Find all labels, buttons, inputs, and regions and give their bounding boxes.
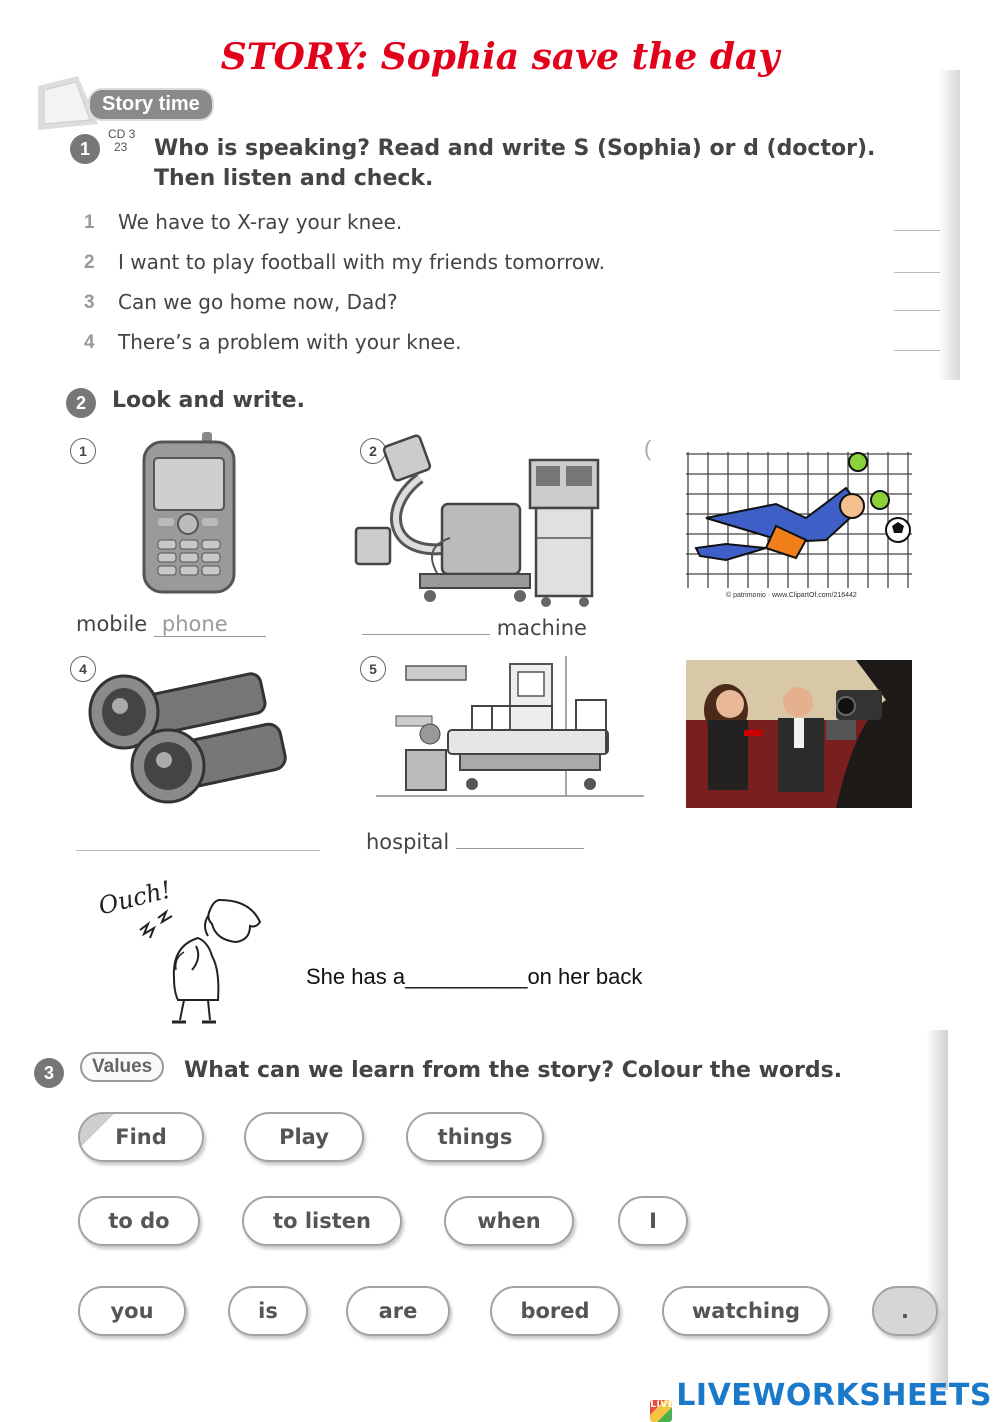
track-label: 23	[114, 140, 128, 154]
liveworksheets-logo	[650, 1378, 992, 1422]
cloze-sentence	[306, 964, 642, 990]
word-pill[interactable]: bored	[490, 1286, 620, 1336]
scan-shadow	[926, 1030, 948, 1390]
word-pill[interactable]: I	[618, 1196, 688, 1246]
interview-photo	[686, 660, 912, 808]
word-pill[interactable]: when	[444, 1196, 574, 1246]
example-answer: phone	[154, 612, 266, 637]
exercise3-instruction: What can we learn from the story? Colour the words.	[184, 1058, 843, 1083]
answer-field[interactable]	[456, 848, 584, 849]
word-pill[interactable]: is	[228, 1286, 308, 1336]
sentence-text: Can we go home now, Dad?	[118, 290, 398, 314]
label-text: mobile	[76, 612, 148, 636]
page-title: STORY: Sophia save the day	[220, 36, 780, 78]
list-item	[84, 328, 944, 368]
picture-number: 1	[70, 438, 96, 464]
word-pill[interactable]: are	[346, 1286, 450, 1336]
cloze-before: She has a	[306, 964, 406, 989]
back-pain-woman-icon	[136, 896, 266, 1028]
sentence-list	[84, 208, 944, 368]
exercise-number: 2	[66, 388, 96, 418]
word-pill[interactable]: .	[872, 1286, 938, 1336]
goalkeeper-picture	[686, 448, 912, 604]
cd-track	[108, 128, 135, 154]
list-item	[84, 208, 944, 248]
values-label: Values	[80, 1052, 164, 1082]
sentence-number: 1	[84, 212, 95, 233]
exercise-number: 1	[70, 134, 100, 164]
sentence-number: 4	[84, 332, 95, 353]
word-pill[interactable]: you	[78, 1286, 186, 1336]
answer-field[interactable]	[894, 310, 940, 311]
item1-label	[76, 612, 266, 637]
exercise1-instruction: Then listen and check.	[154, 166, 434, 191]
word-pill[interactable]: things	[406, 1112, 544, 1162]
exercise-number: 3	[34, 1058, 64, 1088]
list-item	[84, 248, 944, 288]
x-ray-machine-icon	[350, 418, 620, 610]
answer-field[interactable]	[362, 634, 490, 635]
logo-text: LIVEWORKSHEETS	[676, 1378, 992, 1413]
cloze-blank[interactable]: __________	[405, 964, 528, 989]
sentence-text: We have to X-ray your knee.	[118, 210, 403, 234]
answer-field[interactable]	[894, 272, 940, 273]
answer-field[interactable]	[894, 230, 940, 231]
sentence-number: 2	[84, 252, 95, 273]
exercise2-instruction: Look and write.	[112, 388, 305, 413]
hospital-bed-icon	[376, 656, 644, 806]
goalkeeper-icon	[686, 448, 912, 604]
logo-mark: LIVE	[650, 1400, 672, 1422]
answer-field[interactable]	[894, 350, 940, 351]
word-pill[interactable]: to listen	[242, 1196, 402, 1246]
sentence-text: There’s a problem with your knee.	[118, 330, 462, 354]
exercise1-instruction: Who is speaking? Read and write S (Sophia) or d (doctor).	[154, 136, 876, 161]
interview-icon	[686, 660, 912, 808]
picture-number: 5	[360, 656, 386, 682]
item5-label	[366, 830, 584, 854]
item2-label	[362, 616, 587, 640]
ouch-text: Ouch!	[95, 875, 174, 921]
word-pill[interactable]: Play	[244, 1112, 364, 1162]
picture-number: 4	[70, 656, 96, 682]
word-pill[interactable]: to do	[78, 1196, 200, 1246]
cloze-after: on her back	[527, 964, 643, 989]
label-text: hospital	[366, 830, 450, 854]
label-text: machine	[496, 616, 587, 640]
word-pill[interactable]: Find	[78, 1112, 204, 1162]
cd-label: CD 3	[108, 127, 136, 141]
mobile-phone-icon	[130, 432, 242, 596]
binoculars-icon	[84, 664, 294, 804]
sentence-text: I want to play football with my friends tomorrow.	[118, 250, 605, 274]
image-credit: © patrimonio · www.ClipartOf.com/216442	[726, 592, 857, 599]
answer-field[interactable]	[76, 850, 320, 851]
story-time-badge: Story time	[88, 88, 214, 121]
sentence-number: 3	[84, 292, 95, 313]
list-item	[84, 288, 944, 328]
word-pill[interactable]: watching	[662, 1286, 830, 1336]
picture-number: 2	[360, 438, 386, 464]
bracket-mark: (	[644, 436, 652, 461]
